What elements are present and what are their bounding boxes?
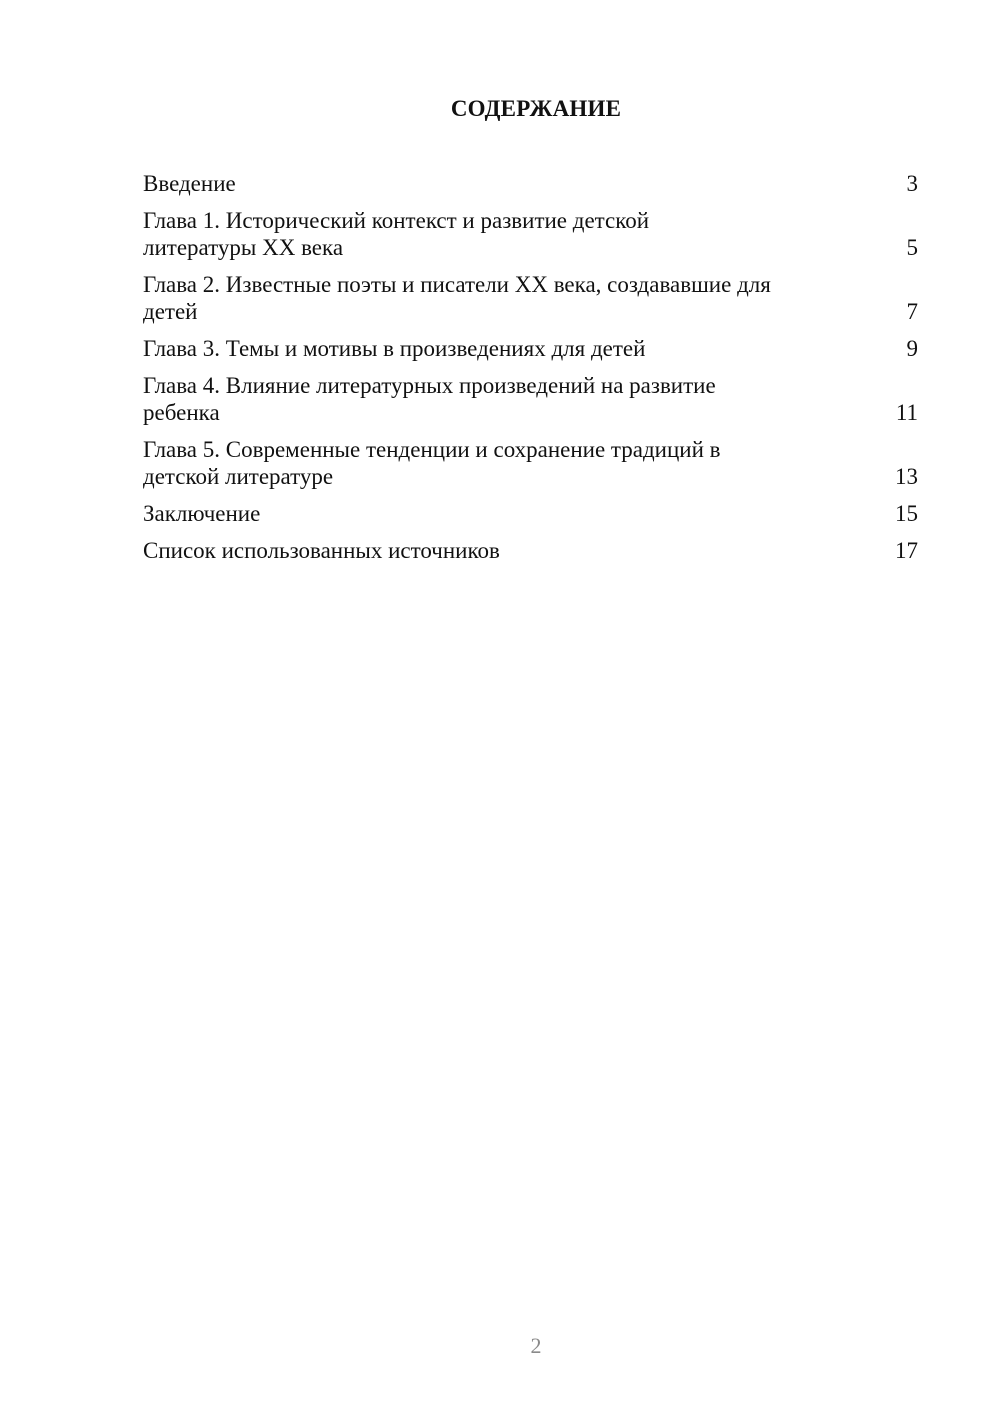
toc-entry-references	[143, 537, 918, 564]
page-number: 2	[530, 1333, 542, 1358]
toc-entry-title: Введение	[143, 171, 236, 196]
page-title: СОДЕРЖАНИЕ	[450, 96, 622, 121]
toc-entry-page: 3	[906, 171, 918, 196]
toc-entry-title: Заключение	[143, 501, 261, 526]
toc-entry-page: 5	[906, 235, 918, 260]
toc-entry-chapter-5	[143, 436, 918, 490]
toc-entry-page: 15	[895, 501, 918, 526]
toc-entry-title: Список использованных источников	[143, 538, 500, 563]
toc-entry-title: Глава 2. Известные поэты и писатели XX века, создававшие для детей	[143, 272, 771, 324]
toc-entry-conclusion	[143, 500, 918, 527]
toc-entry-chapter-3	[143, 335, 918, 362]
toc-entry-introduction	[143, 170, 918, 197]
toc-entry-page: 9	[906, 336, 918, 361]
toc-entry-page: 7	[906, 299, 918, 324]
toc-entry-title: Глава 1. Исторический контекст и развитие детской литературы XX века	[143, 208, 650, 260]
table-of-contents	[143, 170, 918, 574]
toc-entry-page: 13	[895, 464, 918, 489]
toc-entry-page: 17	[895, 538, 918, 563]
toc-entry-title: Глава 4. Влияние литературных произведений на развитие ребенка	[143, 373, 716, 425]
toc-entry-title: Глава 3. Темы и мотивы в произведениях для детей	[143, 336, 646, 361]
toc-entry-title: Глава 5. Современные тенденции и сохранение традиций в детской литературе	[143, 437, 721, 489]
toc-entry-chapter-4	[143, 372, 918, 426]
toc-entry-chapter-2	[143, 271, 918, 325]
toc-entry-page: 11	[895, 400, 918, 425]
toc-entry-chapter-1	[143, 207, 918, 261]
